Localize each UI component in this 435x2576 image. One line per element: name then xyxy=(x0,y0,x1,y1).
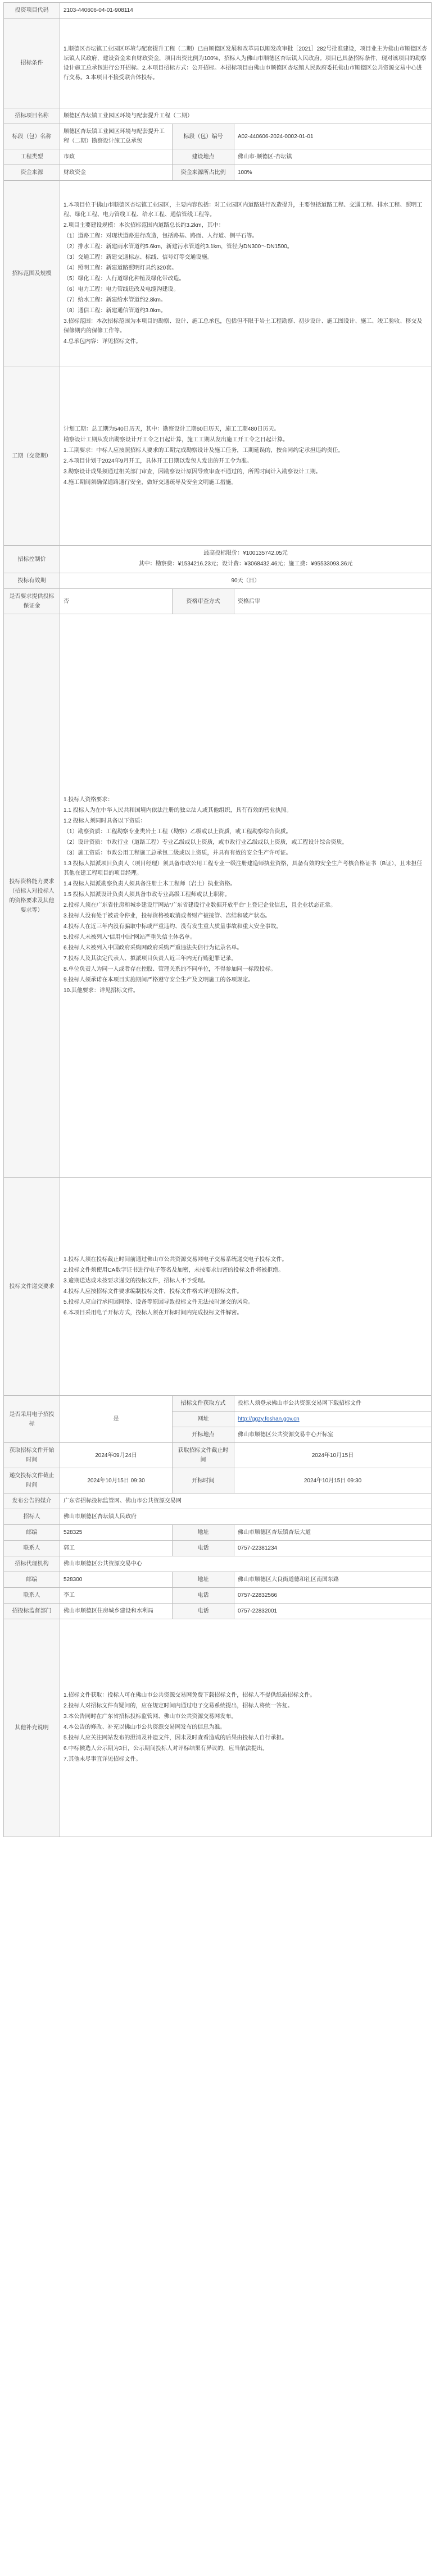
deadline-value: 2024年10月15日 09:30 xyxy=(60,1468,173,1493)
agency-address-label: 地址 xyxy=(173,1572,234,1588)
row-conditions xyxy=(4,19,432,108)
scope-para: （5）绿化工程：人行道绿化种植及绿化带改造。 xyxy=(64,275,185,282)
row-section xyxy=(4,124,432,149)
conditions-value: 1.顺德区杏坛镇工业园区环境与配套提升工程（二期）已由顺德区发展和改革局以顺发改审批［2021］282号批准建设，项目业主为佛山市顺德区杏坛镇人民政府，建设资金来自财政资金，项目出资比例为100%，招标人为佛山市顺德区杏坛镇人民政府。项目已具备招标条件，现对该项目的勘察设计施工总承包进行公开招标。2.本项目招标方式：公开招标。本招标项目由佛山市顺德区杏坛镇人民政府委托佛山市顺德区公共资源交易中心进行交易。3.本项目不接受联合体投标。 xyxy=(60,19,432,108)
row-control-price xyxy=(4,546,432,573)
tenderee-phone: 0757-22381234 xyxy=(234,1541,432,1556)
control-price-label: 招标控制价 xyxy=(4,546,60,573)
online-site-cell xyxy=(234,1412,432,1427)
period-para: 2.本项目计划于2024年9月开工，具体开工日期以发包人发出的开工令为准。 xyxy=(64,458,253,464)
agency-phone: 0757-22832566 xyxy=(234,1588,432,1604)
row-period xyxy=(4,367,432,546)
row-requirement xyxy=(4,1178,432,1396)
section-code-label: 标段（包）编号 xyxy=(173,124,234,149)
row-funding xyxy=(4,165,432,181)
row-project-name xyxy=(4,108,432,124)
online-site-link[interactable]: http://ggzy.foshan.gov.cn xyxy=(238,1416,300,1422)
duration-label: 投标有效期 xyxy=(4,573,60,589)
tenderee-phone-label: 电话 xyxy=(173,1541,234,1556)
supervisor-phone-label: 电话 xyxy=(173,1604,234,1619)
publish-value: 广东省招标投标监管网、佛山市公共资源交易网 xyxy=(60,1493,432,1509)
period-para: 4.施工期间须确保道路通行安全，做好交通疏导及安全文明施工措施。 xyxy=(64,479,237,486)
qualification-para: 3.投标人没有处于被责令停业，投标资格被取消或者财产被接管、冻结和破产状态。 xyxy=(64,913,271,919)
period-para: 1.工期要求：中标人应按照招标人要求的工期完成勘察设计及施工任务，工期延误的，按合同约定承担违约责任。 xyxy=(64,447,344,454)
other-para: 5.投标人应关注网站发布的澄清及补遗文件，因未及时查看造成的后果由投标人自行承担。 xyxy=(64,1735,288,1741)
open-value: 2024年10月15日 09:30 xyxy=(234,1468,432,1493)
funding-ratio-label: 资金来源所占比例 xyxy=(173,165,234,181)
row-supervisor xyxy=(4,1604,432,1619)
scope-para: （8）通信工程：新建通信管道约3.0km。 xyxy=(64,307,166,314)
tenderee-zip-label: 邮编 xyxy=(4,1525,60,1541)
tenderee-zip: 528325 xyxy=(60,1525,173,1541)
agency-address: 佛山市顺德区大良街道德和社区南国东路 xyxy=(234,1572,432,1588)
qualification-para: （1）勘察资质：工程勘察专业类岩土工程（勘察）乙级或以上资质，或工程勘察综合资质。 xyxy=(64,829,292,835)
online-value: 是 xyxy=(60,1396,173,1443)
tenderee-contact: 郭工 xyxy=(60,1541,173,1556)
scope-content xyxy=(60,181,432,367)
nature-value: 市政 xyxy=(60,149,173,165)
qualification-para: 1.投标人资格要求： xyxy=(64,797,114,803)
duration-value: 90天（日） xyxy=(60,573,432,589)
other-para: 2.投标人对招标文件有疑问的，应在规定时间内通过电子交易系统提出，招标人将统一答复。 xyxy=(64,1703,293,1709)
qualification-para: （3）施工资质：市政公用工程施工总承包二级或以上资质，并具有有效的安全生产许可证。 xyxy=(64,850,292,856)
scope-para: 3.招标范围：本次招标范围为本项目的勘察、设计、施工总承包，包括但不限于岩土工程勘察、初步设计、施工图设计、施工、竣工验收、移交及保修期内的保修工作等。 xyxy=(64,318,423,334)
qualification-para: 8.单位负责人为同一人或者存在控股、管理关系的不同单位，不得参加同一标段投标。 xyxy=(64,966,277,972)
online-place-label: 开标地点 xyxy=(173,1427,234,1443)
supervisor-label: 招投标监督部门 xyxy=(4,1604,60,1619)
row-project-code xyxy=(4,3,432,19)
row-time-deadline xyxy=(4,1468,432,1493)
row-scope xyxy=(4,181,432,367)
tenderee-address-label: 地址 xyxy=(173,1525,234,1541)
tenderee-contact-label: 联系人 xyxy=(4,1541,60,1556)
scope-para: 1.本项目位于佛山市顺德区杏坛镇工业园区，主要内容包括：对工业园区内道路进行改造提升，主要包括道路工程、交通工程、排水工程、照明工程、绿化工程、电力管线工程、给水工程、通信管线工程等。 xyxy=(64,202,423,218)
row-qualification xyxy=(4,614,432,1178)
funding-label: 资金来源 xyxy=(4,165,60,181)
agency-zip: 528300 xyxy=(60,1572,173,1588)
row-publish xyxy=(4,1493,432,1509)
scope-para: 2.项目主要建设规模：本次招标范围内道路总长约3.2km，其中： xyxy=(64,222,224,229)
requirement-para: 6.本项目采用电子开标方式，投标人须在开标时间内完成投标文件解密。 xyxy=(64,1309,243,1316)
online-way-label: 招标文件获取方式 xyxy=(173,1396,234,1412)
online-place-value: 佛山市顺德区公共资源交易中心开标室 xyxy=(234,1427,432,1443)
qualification-label: 投标资格能力要求（招标人对投标人的资格要求及其他要求等） xyxy=(4,614,60,1178)
qualification-para: 4.投标人在近三年内没有骗取中标或严重违约、没有发生重大质量事故和重大安全事故。 xyxy=(64,924,282,930)
qualification-para: 1.5 投标人拟派设计负责人须具备市政专业高级工程师或以上职称。 xyxy=(64,892,230,898)
agency-contact: 李工 xyxy=(60,1588,173,1604)
agency-zip-label: 邮编 xyxy=(4,1572,60,1588)
control-price-line: 最高投标限价：¥100135742.05元 xyxy=(203,550,288,556)
qualification-para: （2）设计资质：市政行业（道路工程）专业乙级或以上资质，或市政行业乙级或以上资质，或工程设计综合资质。 xyxy=(64,839,348,846)
prequal-method-value: 资格后审 xyxy=(234,589,432,614)
other-para: 6.中标候选人公示期为3日，公示期间投标人对评标结果有异议的，应当依法提出。 xyxy=(64,1746,268,1752)
online-label: 是否采用电子招投标 xyxy=(4,1396,60,1443)
online-site-label: 网址 xyxy=(173,1412,234,1427)
agency-contact-label: 联系人 xyxy=(4,1588,60,1604)
tenderee-name: 佛山市顺德区杏坛镇人民政府 xyxy=(60,1509,432,1525)
other-para: 7.其他未尽事宜详见招标文件。 xyxy=(64,1756,142,1762)
section-code-value: A02-440606-2024-0002-01-01 xyxy=(234,124,432,149)
deadline-label: 递交投标文件截止时间 xyxy=(4,1468,60,1493)
scope-label: 招标范围及规模 xyxy=(4,181,60,367)
requirement-para: 3.逾期送达或未按要求递交的投标文件，招标人不予受理。 xyxy=(64,1277,209,1284)
qualification-content xyxy=(60,614,432,1178)
requirement-label: 投标文件递交要求 xyxy=(4,1178,60,1396)
control-price-line: 其中：勘察费：¥1534216.23元；设计费：¥3068432.46元；施工费：¥95533093.36元 xyxy=(138,561,353,567)
prequal-label: 是否要求提供投标保证金 xyxy=(4,589,60,614)
conditions-label: 招标条件 xyxy=(4,19,60,108)
supervisor-value: 佛山市顺德区住房城乡建设和水利局 xyxy=(60,1604,173,1619)
get-start-label: 获取招标文件开始时间 xyxy=(4,1443,60,1468)
row-tenderee-address xyxy=(4,1525,432,1541)
requirement-para: 2.投标文件须使用CA数字证书进行电子签名及加密，未按要求加密的投标文件将被拒绝。 xyxy=(64,1267,284,1273)
get-end-label: 获取招标文件截止时间 xyxy=(173,1443,234,1468)
section-name-label: 标段（包）名称 xyxy=(4,124,60,149)
other-content xyxy=(60,1619,432,1837)
period-content xyxy=(60,367,432,546)
scope-para: 4.总承包内容：详见招标文件。 xyxy=(64,338,142,345)
funding-ratio-value: 100% xyxy=(234,165,432,181)
qualification-para: 10.其他要求：详见招标文件。 xyxy=(64,988,139,994)
project-name-label: 招标项目名称 xyxy=(4,108,60,124)
scope-para: （7）给水工程：新建给水管道约2.8km。 xyxy=(64,296,166,303)
requirement-para: 4.投标人应按招标文件要求编制投标文件，投标文件格式详见招标文件。 xyxy=(64,1288,243,1295)
agency-phone-label: 电话 xyxy=(173,1588,234,1604)
row-time-get xyxy=(4,1443,432,1468)
scope-para: （3）交通工程：新建交通标志、标线、信号灯等交通设施。 xyxy=(64,254,213,261)
agency-name: 佛山市顺德区公共资源交易中心 xyxy=(60,1556,432,1572)
period-para: 计划工期：总工期为540日历天，其中：勘察设计工期60日历天，施工工期480日历天。 xyxy=(64,426,280,432)
agency-label: 招标代理机构 xyxy=(4,1556,60,1572)
row-other xyxy=(4,1619,432,1837)
qualification-para: 1.3 投标人拟派项目负责人（项目经理）须具备市政公用工程专业一级注册建造师执业资格，具备有效的安全生产考核合格证书（B证），且未担任其他在建工程项目的项目经理。 xyxy=(64,861,423,876)
tender-info-table xyxy=(3,2,432,1837)
place-label: 建设地点 xyxy=(173,149,234,165)
project-code-value: 2103-440606-04-01-908114 xyxy=(60,3,432,19)
place-value: 佛山市-顺德区-杏坛镇 xyxy=(234,149,432,165)
scope-para: （2）排水工程：新建雨水管道约5.6km，新建污水管道约3.1km，管径为DN300～DN1500。 xyxy=(64,243,293,250)
funding-value: 财政资金 xyxy=(60,165,173,181)
period-para: 3.勘察设计成果须通过相关部门审查，因勘察设计原因导致审查不通过的，所需时间计入勘察设计工期。 xyxy=(64,468,321,475)
other-label: 其他补充说明 xyxy=(4,1619,60,1837)
row-nature xyxy=(4,149,432,165)
get-start-value: 2024年09月24日 xyxy=(60,1443,173,1468)
qualification-para: 9.投标人须承诺在本项目实施期间严格遵守安全生产及文明施工的各项规定。 xyxy=(64,977,254,983)
get-end-value: 2024年10月15日 xyxy=(234,1443,432,1468)
project-name-value: 顺德区杏坛镇工业园区环境与配套提升工程（二期） xyxy=(60,108,432,124)
prequal-value: 否 xyxy=(60,589,173,614)
open-label: 开标时间 xyxy=(173,1468,234,1493)
requirement-para: 5.投标人应自行承担因网络、设备等原因导致投标文件无法按时递交的风险。 xyxy=(64,1299,254,1305)
row-duration xyxy=(4,573,432,589)
row-agency xyxy=(4,1556,432,1572)
qualification-para: 2.投标人须在广东省住房和城乡建设厅网站“广东省建设行业数据开放平台”上登记企业信息，且企业状态正常。 xyxy=(64,902,336,908)
project-code-label: 投资项目代码 xyxy=(4,3,60,19)
supervisor-phone: 0757-22832001 xyxy=(234,1604,432,1619)
qualification-para: 1.4 投标人拟派勘察负责人须具备注册土木工程师（岩土）执业资格。 xyxy=(64,881,236,887)
scope-para: （1）道路工程：对现状道路进行改造，包括路基、路面、人行道、侧平石等。 xyxy=(64,232,258,239)
publish-label: 发布公告的媒介 xyxy=(4,1493,60,1509)
row-agency-contact xyxy=(4,1588,432,1604)
tenderee-label: 招标人 xyxy=(4,1509,60,1525)
row-tenderee xyxy=(4,1509,432,1525)
other-para: 1.招标文件获取：投标人可在佛山市公共资源交易网免费下载招标文件，招标人不提供纸质招标文件。 xyxy=(64,1692,316,1698)
scope-para: （6）电力工程：电力管线迁改及电缆沟建设。 xyxy=(64,286,179,293)
prequal-method-label: 资格审查方式 xyxy=(173,589,234,614)
qualification-para: 6.投标人未被列入中国政府采购网政府采购严重违法失信行为记录名单。 xyxy=(64,945,243,951)
scope-para: （4）照明工程：新建道路照明灯具约320套。 xyxy=(64,264,178,271)
online-way-value: 投标人须登录佛山市公共资源交易网下载招标文件 xyxy=(234,1396,432,1412)
row-tenderee-contact xyxy=(4,1541,432,1556)
row-prequal xyxy=(4,589,432,614)
row-online xyxy=(4,1396,432,1412)
qualification-para: 7.投标人及其法定代表人、拟派项目负责人近三年内无行贿犯罪记录。 xyxy=(64,956,237,962)
section-name-value: 顺德区杏坛镇工业园区环境与配套提升工程（二期）勘察设计施工总承包 xyxy=(60,124,173,149)
row-agency-address xyxy=(4,1572,432,1588)
requirement-para: 1.投标人须在投标截止时间前通过佛山市公共资源交易网电子交易系统递交电子投标文件。 xyxy=(64,1256,288,1263)
period-label: 工期（交货期） xyxy=(4,367,60,546)
other-para: 4.本公告的修改、补充以佛山市公共资源交易网发布的信息为准。 xyxy=(64,1724,226,1730)
period-para: 勘察设计工期从发出勘察设计开工令之日起计算，施工工期从发出施工开工令之日起计算。 xyxy=(64,436,288,443)
nature-label: 工程类型 xyxy=(4,149,60,165)
requirement-content xyxy=(60,1178,432,1396)
qualification-para: 1.1 投标人为在中华人民共和国境内依法注册的独立法人或其他组织，具有有效的营业执照。 xyxy=(64,807,292,814)
control-price-content xyxy=(60,546,432,573)
other-para: 3.本公告同时在广东省招标投标监管网、佛山市公共资源交易网发布。 xyxy=(64,1714,237,1720)
qualification-para: 5.投标人未被列入“信用中国”网站严重失信主体名单。 xyxy=(64,934,196,940)
tenderee-address: 佛山市顺德区杏坛镇杏坛大道 xyxy=(234,1525,432,1541)
qualification-para: 1.2 投标人须同时具备以下资质： xyxy=(64,818,146,824)
